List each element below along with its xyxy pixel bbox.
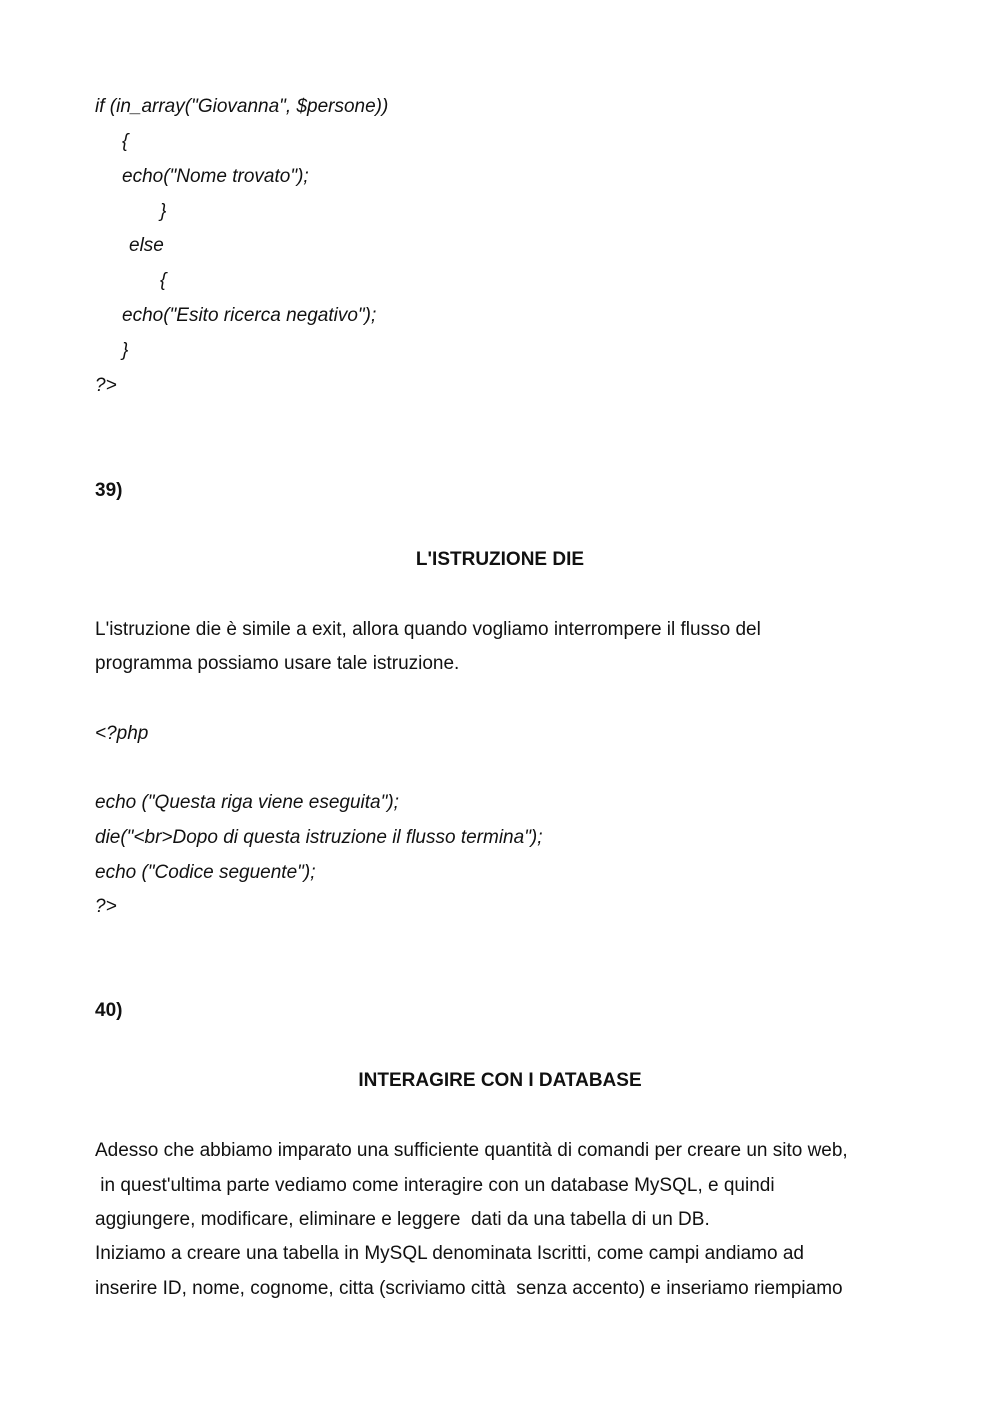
paragraph-line: L'istruzione die è simile a exit, allora quando vogliamo interrompere il flusso del — [95, 619, 761, 640]
code-line: { — [122, 131, 129, 152]
code-line: if (in_array("Giovanna", $persone)) — [95, 96, 389, 117]
code-line: echo("Nome trovato"); — [122, 166, 309, 187]
code-line: die("<br>Dopo di questa istruzione il flusso termina"); — [95, 827, 543, 848]
code-line: echo ("Questa riga viene eseguita"); — [95, 792, 399, 813]
code-line: echo ("Codice seguente"); — [95, 862, 316, 883]
code-line: } — [160, 201, 167, 222]
paragraph-line: Iniziamo a creare una tabella in MySQL denominata Iscritti, come campi andiamo ad — [95, 1243, 804, 1264]
paragraph-line: in quest'ultima parte vediamo come interagire con un database MySQL, e quindi — [95, 1175, 775, 1196]
section-title: INTERAGIRE CON I DATABASE — [358, 1070, 642, 1091]
code-line: echo("Esito ricerca negativo"); — [122, 305, 377, 326]
section-title: L'ISTRUZIONE DIE — [415, 549, 585, 570]
code-line: ?> — [95, 375, 117, 396]
paragraph-line: programma possiamo usare tale istruzione. — [95, 653, 460, 674]
paragraph-line: inserire ID, nome, cognome, citta (scriviamo città senza accento) e inseriamo riempiamo — [95, 1278, 843, 1299]
paragraph-line: Adesso che abbiamo imparato una sufficiente quantità di comandi per creare un sito web, — [95, 1140, 848, 1161]
paragraph-line: aggiungere, modificare, eliminare e leggere dati da una tabella di un DB. — [95, 1209, 710, 1230]
section-number: 39) — [95, 480, 123, 501]
section-number: 40) — [95, 1000, 123, 1021]
code-line: } — [122, 340, 129, 361]
code-line: ?> — [95, 896, 117, 917]
code-line: else — [129, 235, 164, 256]
code-line: <?php — [95, 723, 149, 744]
code-line: { — [160, 270, 167, 291]
